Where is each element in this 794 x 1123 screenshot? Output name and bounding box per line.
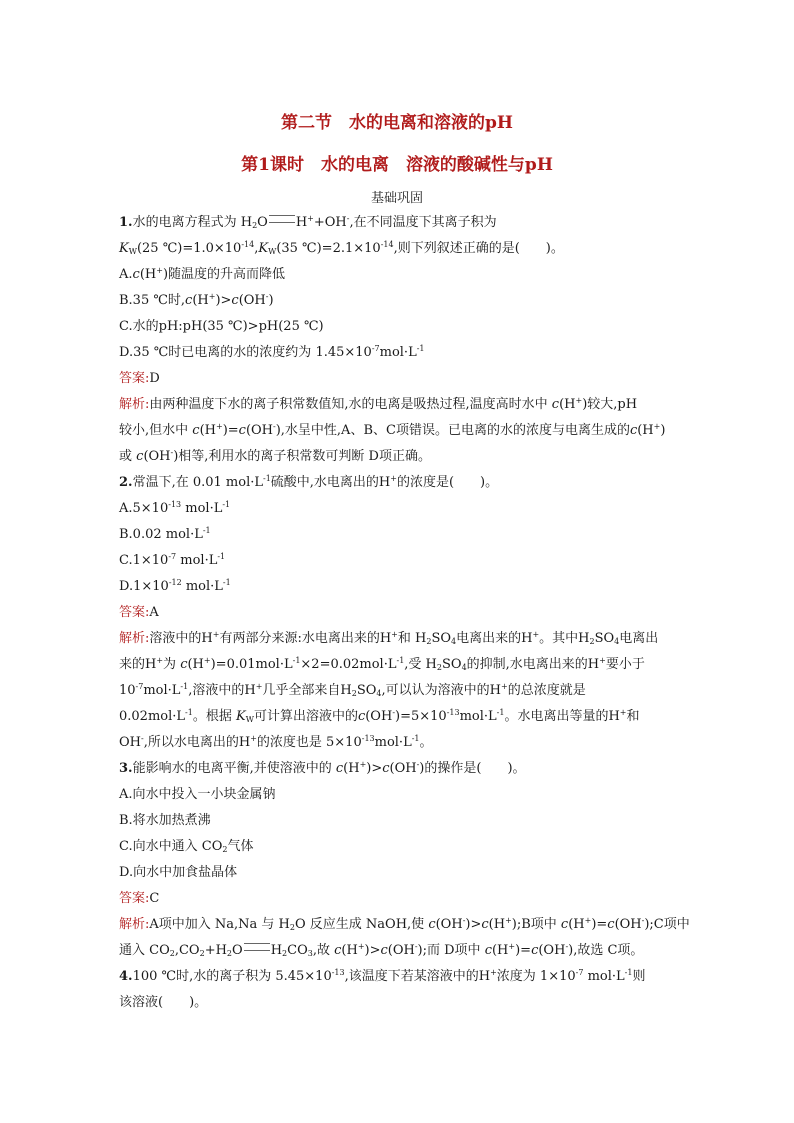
q2-option-d: $D.1\times 10^{-12}$ $mol\cdot L^{-1}$ <box>119 578 231 594</box>
q2-stem: 2.常温下,在 0.01 $mol\cdot L^{-1}$硫酸中,水电离出的H+的浓度是( )。 <box>119 474 499 490</box>
q3-option-b: B.将水加热煮沸 <box>119 813 211 828</box>
q3-stem: 3.能影响水的电离平衡,并使溶液中的 c(H+)>c(OH-)的操作是( )。 <box>119 760 526 776</box>
q3-option-c: C.向水中通入 $CO_2$气体 <box>119 839 254 854</box>
q1-option-d: D.35 ℃时已电离的水的浓度约为 $1.45\times 10^{-7}mol\cdot L^{-1}$ <box>119 344 425 360</box>
lesson-title: 第1课时 水的电离 溶液的酸碱性与pH <box>241 155 553 175</box>
q2-analysis-line-1: 解析:溶液中的H+有两部分来源:水电离出来的H+和 $H_2SO_4$电离出来的H+。其中$H_2SO_4$电离出 <box>119 630 659 646</box>
q1-analysis-line-2: 较小,但水中 c(H+)=c(OH-),水呈中性,A、B、C项错误。已电离的水的浓度与电离生成的c(H+) <box>119 422 666 438</box>
q3-option-a: A.向水中投入一小块金属钠 <box>119 787 276 802</box>
q4-stem: 4.100 ℃时,水的离子积为 $5.45\times 10^{-13}$,该温度下若某溶液中的H+浓度为 $1\times 10^{-7}$ $mol\cdot L^{-1}$则 <box>119 968 646 984</box>
q1-analysis-line-1: 解析:由两种温度下水的离子积常数值知,水的电离是吸热过程,温度高时水中 c(H+)较大,pH <box>119 396 638 412</box>
q1-option-a: A.c(H+)随温度的升高而降低 <box>119 266 286 282</box>
q3-analysis-line-1: 解析:A项中加入 Na,Na 与 $H_2O$ 反应生成 NaOH,使 c(OH-)>c(H+);B项中 c(H+)=c(OH-);C项中 <box>119 916 690 932</box>
q4-stem-line-2: 该溶液( )。 <box>119 995 208 1010</box>
q3-option-d: D.向水中加食盐晶体 <box>119 865 238 880</box>
equilibrium-arrow-icon <box>244 943 270 951</box>
q2-answer: 答案:A <box>119 605 159 620</box>
q3-analysis-line-2: 通入 $CO_2,CO_2+H_2O$ $H_2CO_3$,故 c(H+)>c(OH-);而 D项中 c(H+)=c(OH-),故选 C项。 <box>119 942 644 958</box>
q1-answer: 答案:D <box>119 371 160 386</box>
q2-option-b: B.0.02 $mol\cdot L^{-1}$ <box>119 526 211 542</box>
q1-option-b: B.35 ℃时,c(H+)>c(OH-) <box>119 292 274 308</box>
q1-kw-line: $K_W(25$ $℃)=1.0\times 10^{-14},K_W(35$ $℃)=2.1\times 10^{-14}$,则下列叙述正确的是( )。 <box>119 240 564 256</box>
q2-analysis-line-5: OH-,所以水电离出的H+的浓度也是 $5\times 10^{-13}mol\cdot L^{-1}$。 <box>119 734 433 750</box>
equilibrium-arrow-icon <box>269 215 295 223</box>
section-title: 第二节 水的电离和溶液的pH <box>281 113 513 133</box>
q2-option-c: $C.1\times 10^{-7}$ $mol\cdot L^{-1}$ <box>119 552 226 568</box>
q3-answer: 答案:C <box>119 891 160 906</box>
q1-stem: 1.水的电离方程式为 $H_2O$ H++OH-,在不同温度下其离子积为 <box>119 214 497 230</box>
q2-option-a: $A.5\times 10^{-13}$ $mol\cdot L^{-1}$ <box>119 500 231 516</box>
block-heading: 基础巩固 <box>370 191 423 206</box>
q1-analysis-line-3: 或 c(OH-)相等,利用水的离子积常数可判断 D项正确。 <box>119 448 431 464</box>
q1-option-c: C.水的pH:pH(35 ℃)>pH(25 ℃) <box>119 319 324 334</box>
q2-analysis-line-4: $0.02mol\cdot L^{-1}$。根据 $K_W$可计算出溶液中的$c(OH^-)=5\times 10^{-13}mol\cdot L^{-1}$。水电离出等量的H+和 <box>119 708 640 724</box>
q2-analysis-line-3: $10^{-7}mol\cdot L^{-1}$,溶液中的H+几乎全部来自$H_2SO_4$,可以认为溶液中的H+的总浓度就是 <box>119 682 586 698</box>
q2-analysis-line-2: 来的H+为 $c(H^+)=0.01mol\cdot L^{-1}\times 2=0.02mol\cdot L^{-1}$,受 $H_2SO_4$的抑制,水电离出来的H+要小于 <box>119 656 645 672</box>
